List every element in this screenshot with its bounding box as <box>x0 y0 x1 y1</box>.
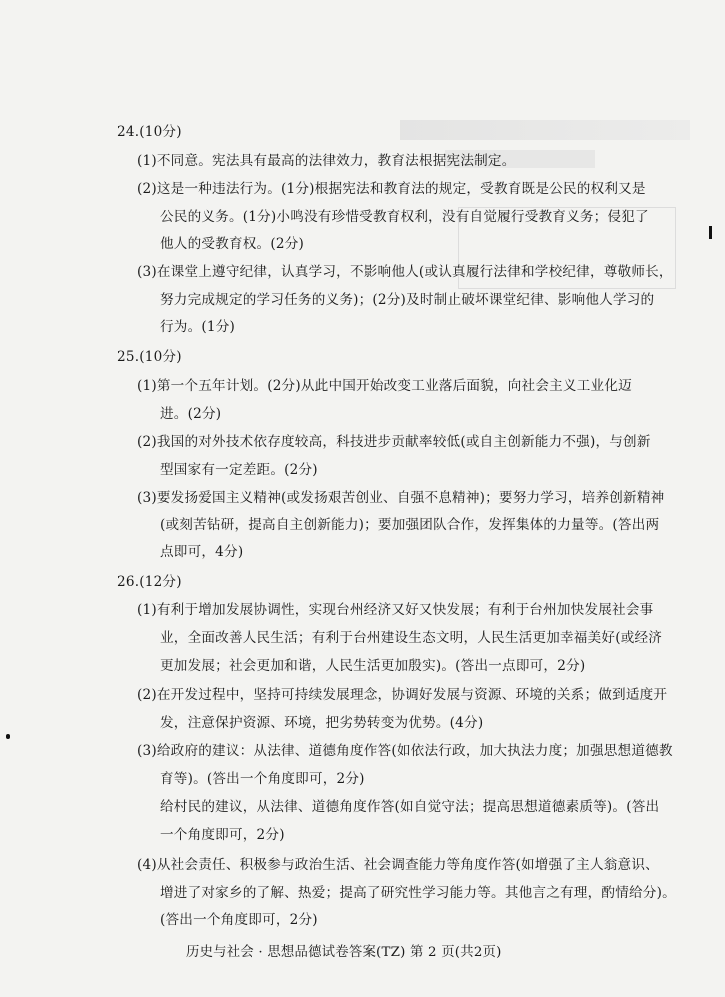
q26-line-3: 更加发展；社会更加和谐，人民生活更加殷实)。(答出一点即可，2分) <box>160 658 586 674</box>
q26-line-8: 给村民的建议，从法律、道德角度作答(如自觉守法；提高思想道德素质等)。(答出 <box>160 799 660 815</box>
q25-line-6: (或刻苦钻研，提高自主创新能力)；要加强团队合作，发挥集体的力量等。(答出两 <box>160 517 660 533</box>
q26-line-9: 一个角度即可，2分) <box>160 827 285 843</box>
scan-mark-right <box>709 226 712 239</box>
q26-line-10: (4)从社会责任、积极参与政治生活、社会调查能力等角度作答(如增强了主人翁意识、 <box>137 857 659 873</box>
q24-line-3: 公民的义务。(1分)小鸣没有珍惜受教育权利，没有自觉履行受教育义务；侵犯了 <box>160 209 649 225</box>
q25-line-5: (3)要发扬爱国主义精神(或发扬艰苦创业、自强不息精神)；要努力学习，培养创新精神 <box>137 490 665 506</box>
q24-line-5: (3)在课堂上遵守纪律，认真学习，不影响他人(或认真履行法律和学校纪律，尊敬师长， <box>137 264 673 280</box>
q26-line-4: (2)在开发过程中，坚持可持续发展理念，协调好发展与资源、环境的关系；做到适度开 <box>137 687 668 703</box>
q26-line-7: 育等)。(答出一个角度即可，2分) <box>160 771 365 787</box>
q24-line-1: (1)不同意。宪法具有最高的法律效力，教育法根据宪法制定。 <box>137 153 516 169</box>
q26-heading: 26.(12分) <box>117 574 182 590</box>
q26-line-1: (1)有利于增加发展协调性，实现台州经济又好又快发展；有利于台州加快发展社会事 <box>137 602 654 618</box>
q25-line-2: 进。(2分) <box>160 406 222 422</box>
page-footer: 历史与社会 · 思想品德试卷答案(TZ) 第 2 页(共2页) <box>186 945 502 960</box>
q26-line-5: 发，注意保护资源、环境，把劣势转变为优势。(4分) <box>160 715 484 731</box>
q24-line-2: (2)这是一种违法行为。(1分)根据宪法和教育法的规定，受教育既是公民的权利又是 <box>137 181 646 197</box>
q24-line-7: 行为。(1分) <box>160 319 236 335</box>
q25-line-4: 型国家有一定差距。(2分) <box>160 462 318 478</box>
q26-line-12: (答出一个角度即可，2分) <box>160 912 318 928</box>
q24-line-6: 努力完成规定的学习任务的义务)；(2分)及时制止破坏课堂纪律、影响他人学习的 <box>160 292 655 308</box>
q24-heading: 24.(10分) <box>117 124 182 140</box>
q25-line-3: (2)我国的对外技术依存度较高，科技进步贡献率较低(或自主创新能力不强)，与创新 <box>137 434 651 450</box>
q26-line-6: (3)给政府的建议：从法律、道德角度作答(如依法行政，加大执法力度；加强思想道德教 <box>137 743 673 759</box>
bleed-through-heading <box>400 120 690 140</box>
q26-line-11: 增进了对家乡的了解、热爱；提高了研究性学习能力等。其他言之有理，酌情给分)。 <box>160 885 676 901</box>
q26-line-2: 业，全面改善人民生活；有利于台州建设生态文明，人民生活更加幸福美好(或经济 <box>160 630 663 646</box>
scan-dot-left <box>6 734 10 739</box>
q25-line-7: 点即可，4分) <box>160 544 244 560</box>
q25-line-1: (1)第一个五年计划。(2分)从此中国开始改变工业落后面貌，向社会主义工业化迈 <box>137 378 632 394</box>
q25-heading: 25.(10分) <box>117 349 182 365</box>
q24-line-4: 他人的受教育权。(2分) <box>160 236 304 252</box>
